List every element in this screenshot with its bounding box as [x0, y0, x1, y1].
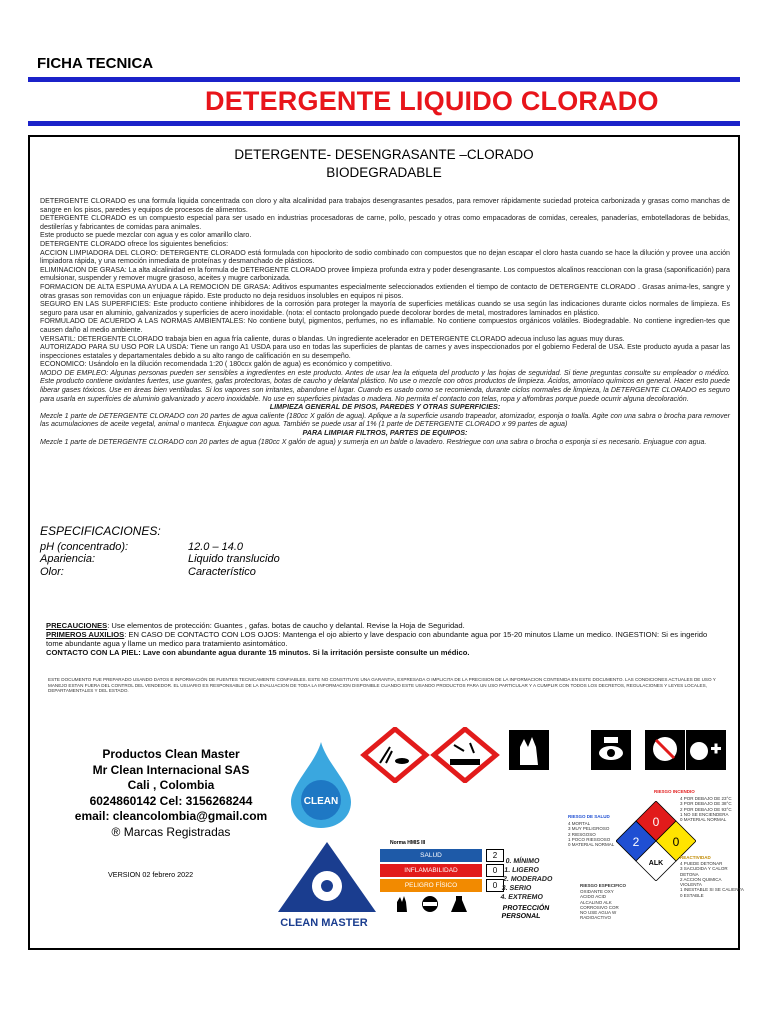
bottom-rule	[28, 121, 740, 126]
disclaimer: ESTE DOCUMENTO FUE PREPARADO USANDO DATOS E INFORMACIÓN DE FUENTES TECNICAMENTE CONFIABLES. ESTE NO CONSTITUYE UNA GARANTIA, EXPRESADA O IMPLICITA DE LA PRECISION DE LA INFORMACION CONTENIDA EN ESTE DOCUMENTO. LAS CONDICIONES ACTUALES DE USO Y MANEJO ESTAN FUERA DEL CONTROL DEL VENDEDOR. EL USUARIO ES RESPONSABLE DE LA EVALUACION DE TODA LA INFORMACION DISPONIBLE CUANDO ESTE USANDO PRODUCTOS PARA UN USO PARTICULAR Y A CUMPLIR CON TODOS LOS DECRETOS, REGULACIONES Y LEYES LOCALES, DEPARTAMENTALES Y DEL ESTADO.	[48, 677, 716, 694]
reactivity-title: REACTIVIDAD	[680, 855, 711, 860]
floors-section-title: LIMPIEZA GENERAL DE PISOS, PAREDES Y OTRAS SUPERFICIES:	[269, 402, 501, 412]
top-rule	[28, 77, 740, 82]
first-aid-line	[46, 630, 726, 648]
glove-icon	[508, 729, 550, 771]
ppe-icons	[380, 895, 506, 915]
gloves-ppe-icon	[394, 895, 410, 913]
hmis-legend-item: 4. EXTREMO	[499, 894, 544, 901]
corrosive-icon	[430, 727, 500, 783]
reactivity-item: 4 PUEDE DETONAR	[680, 861, 723, 866]
health-risk-item: 2 RIESGOSO	[568, 831, 596, 837]
version-label: VERSION 02 febrero 2022	[108, 870, 194, 879]
skin-contact-text: CONTACTO CON LA PIEL: Lave con abundante agua durante 15 minutos. Si la irritación persiste consulte un médico.	[46, 648, 470, 657]
spec-value: Liquido translucido	[188, 553, 280, 565]
company-email: email: cleancolombia@gmail.com	[74, 809, 268, 823]
paragraph: FORMACION DE ALTA ESPUMA AYUDA A LA REMOCION DE GRASA: Aditivos espumantes especialmente seleccionados extienden el tiempo de contacto de DETERGENTE CLORADO . Grasas anima-les, sangre y otras grasas son removidas con un enjuague rápido. Este producto no deja residuos insolubles en equipos ni pisos.	[40, 282, 730, 300]
first-aid-text: : EN CASO DE CONTACTO CON LOS OJOS: Mantenga el ojo abierto y lave despacio con abundante agua por 15-20 minutos Llame un medico. INGESTION: Si es ingerido tome abundante agua y llame un medico para tratamiento asintomático.	[46, 630, 708, 648]
clean-drop-logo	[285, 740, 357, 830]
hmis-legend-item: 1. LIGERO	[503, 867, 540, 874]
protection-word: PERSONAL	[501, 913, 541, 920]
health-risk-item: 1 POCO RIESGOSO	[568, 836, 611, 842]
paragraph: VERSATIL: DETERGENTE CLORADO trabaja bien en agua fría caliente, duras o blandas. Un ingrediente acelerador en DETERGENTE CLORADO adecua incluso las aguas muy duras.	[40, 334, 625, 343]
hmis-row-flammability	[380, 864, 506, 877]
hmis-flammability-value: 0	[486, 864, 504, 877]
hmis-title: Norma HMIS III	[390, 840, 426, 846]
health-risk-item: 3 MUY PELIGROSO	[568, 826, 610, 832]
ficha-label: FICHA TECNICA	[37, 55, 154, 72]
paragraph: DETERGENTE CLORADO es una formula liquida concentrada con cloro y alta alcalinidad para trabajos desengrasantes pesados, para remover rápidamente suciedad proteica carbonizada y grasas como manchas de sangre en los pisos, paredes y equipos de procesos de alimentos.	[40, 197, 730, 214]
health-risk-title: RIESGO DE SALUD	[568, 814, 610, 819]
specific-risk-item: OXIDANTE OXY	[580, 889, 614, 894]
nfpa-health-value: 2	[632, 835, 640, 849]
spec-key: Apariencia:	[40, 553, 96, 565]
spec-value: 12.0 – 14.0	[188, 540, 244, 553]
precautions-line	[46, 621, 726, 630]
page-title: DETERGENTE LIQUIDO CLORADO	[205, 86, 659, 116]
subtitle-line1: DETERGENTE- DESENGRASANTE –CLORADO	[234, 147, 534, 162]
filters-section-text: Mezcle 1 parte de DETERGENTE CLORADO con 20 partes de agua (180cc X galón de agua) y sumerja en un balde o lavadero. Restriegue con una sabra o brocha o esponja si es necesario. Enjuague con agua.	[40, 437, 707, 446]
protection-word: PROTECCIÓN	[502, 905, 550, 912]
fire-risk-item: 2 POR DEBAJO DE 93°C	[680, 806, 732, 812]
specific-risk-item: ALCALINO ALK	[580, 899, 612, 905]
fire-risk-item: 1 NO SE ENCIENDERA	[680, 811, 729, 817]
paragraph: DETERGENTE CLORADO ofrece los siguientes beneficios:	[40, 239, 229, 248]
paragraph: DETERGENTE CLORADO es un compuesto especial para ser usado en industrias procesadoras de carne, pollo, pescado y otras como empacadoras de comidas, cereales, panaderías, embotelladoras de bebidas, destilerías y fabricantes de comidas para animales.	[40, 214, 730, 231]
precautions-label: PRECAUCIONES	[46, 621, 108, 630]
paragraph: ELIMINACION DE GRASA: La alta alcalinidad en la formula de DETERGENTE CLORADO provee limpieza profunda extra y poder desengrasante. Los compuestos alcalinos reaccionan con la grasa (saponificación) para emulsionar, suspender y remover mugre grasoso, aceites y mugre carbonizada.	[40, 265, 731, 283]
first-aid-icon	[685, 729, 727, 771]
nfpa-reactivity-value: 0	[672, 835, 680, 849]
specs-title: ESPECIFICACIONES:	[40, 524, 161, 538]
fire-risk-item: 4 POR DEBAJO DE 23°C	[680, 796, 732, 801]
hmis-legend-item: 2. MODERADO	[502, 876, 553, 883]
paragraph: AUTORIZADO PARA SU USO POR LA USDA: Tiene un rango A1 USDA para uso en todas las superficies de plantas de carnes y aves inspeccionados por el gobierno Federal de USA. Este producto ayuda a pasar las inspecciones estatales y departamentales debido a su alto rango de calificación en su desempeño.	[40, 343, 730, 360]
company-city: Cali , Colombia	[127, 778, 215, 792]
company-legal: Mr Clean Internacional SAS	[92, 762, 250, 777]
company-phones: 6024860142 Cel: 3156268244	[89, 793, 253, 808]
precautions-text: : Use elementos de protección: Guantes , gafas. botas de caucho y delantal. Revise la Hoja de Seguridad.	[107, 621, 465, 630]
spec-row	[40, 541, 280, 554]
hmis-legend-item: 0. MÍNIMO	[505, 858, 540, 865]
hmis-legend-item: 3. SERIO	[501, 885, 532, 892]
nfpa-special-value: ALK	[648, 860, 664, 867]
ingestion-warning-icon	[644, 729, 686, 771]
product-description	[40, 197, 730, 446]
hmis-row-physical	[380, 879, 506, 892]
hmis-row-health	[380, 849, 506, 862]
precautions	[46, 621, 726, 657]
specific-risk-item: ACIDO ACID	[580, 894, 607, 900]
paragraph: FORMULADO DE ACUERDO A LAS NORMAS AMBIENTALES: No contiene butyl, pigmentos, perfumes, no es inflamable. No contiene compuestos orgánicos volátiles. Biodegradable. No contiene ingredien-tes que causen daño al medio ambiente.	[40, 317, 730, 334]
subtitle-line2: BIODEGRADABLE	[326, 165, 442, 180]
hmis-health-value: 2	[486, 849, 504, 862]
nfpa-fire-value: 0	[652, 815, 660, 829]
health-risk-item: 4 MORTAL	[568, 821, 591, 826]
specific-risk-item: RADIOACTIVO	[580, 915, 612, 921]
personal-protection-label	[501, 905, 550, 921]
hmis-physical-label: PELIGRO FÍSICO	[380, 879, 482, 892]
paragraph: ACCION LIMPIADORA DEL CLORO: DETERGENTE CLORADO está formulada con hipoclorito de sodio combinado con compuestos que no dejan escapar el cloro hasta cuando se hace la dilución y provee una acción limpiadora rápida, y una remoción inmediata de proteínas y desmanchado de plásticos.	[40, 248, 730, 266]
paragraph: SEGURO EN LAS SUPERFICIES: Este producto contiene inhibidores de la corrosión para proteger la mayoría de superficies metálicas cuando se usa según las indicaciones durante ciclos normales de limpieza. Es seguro para usar en aluminio, galvanizados y superficies de acero inoxidable. (nota: el contacto prolongado puede decolorar bordes de metal, mostradores laminados en plástico.	[40, 300, 730, 317]
spec-value: Característico	[188, 565, 256, 578]
company-info	[66, 747, 276, 840]
spec-key: pH (concentrado):	[40, 540, 129, 553]
goggles-ppe-icon	[418, 895, 442, 913]
health-risk-list	[568, 821, 618, 847]
spec-key: Olor:	[40, 565, 64, 578]
specific-risk-title: RIESGO ESPECIFICO	[580, 883, 627, 888]
fire-risk-item: 3 POR DEBAJO DE 38°C	[680, 801, 732, 807]
usage-mode: MODO DE EMPLEO: Algunas personas pueden ser sensibles a ingredientes en este producto. Antes de usar lea la etiqueta del producto y las hojas de seguridad. Si tiene preguntas consulte su empleador o médico. Este producto contiene oxidantes fuertes, use guantes, gafas protectoras, botas de caucho y delantal plástico. No use o mezcle con otros productos de limpieza. Ácidos, amoníaco químicos en general. Hacer esto puede liberar gases tóxicos. Use en áreas bien ventiladas. Si los vapores son irritantes, abandone el lugar. Cuando es usado como se recomienda, durante ciclos normales de limpieza, la DETERGENTE CLORADO es seguro para usarla en superficies de aluminio galvanizado y acero inoxidable. No use en superficies pintadas o madera. No permita el contacto con telas, ropa y alfombras porque puede ocurrir alguna decoloración.	[40, 368, 730, 403]
hmis-physical-value: 0	[486, 879, 504, 892]
clean-master-logo	[272, 840, 382, 930]
reactivity-list	[680, 861, 744, 898]
reactivity-item: 3 SACUDIDA Y CALOR DETONA	[680, 866, 728, 877]
reactivity-item: 2 ACCION QUIMICA VIOLENTA	[680, 876, 722, 888]
eye-wash-icon	[590, 729, 632, 771]
hmis-flammability-label: INFLAMABILIDAD	[380, 864, 482, 877]
specific-risk-item: CORROSIVO COR	[580, 904, 619, 910]
floors-section-text: Mezcle 1 parte de DETERGENTE CLORADO con 20 partes de agua caliente (180cc X galón de agua). Aplique a la superficie usando trapeador, atomizador, esponja o toalla. Agite con una sabra o brocha para remover las acumulaciones de aceite vegetal, animal o manteca. Enjuague con agua. También se puede usar al 1% (1 parte de DETERGENTE CLORADO x 99 partes de agua)	[40, 411, 730, 429]
specific-risk-list	[580, 889, 650, 921]
reactivity-item: 1 INESTABLE SI SE CALIENTA	[680, 887, 744, 893]
health-risk-item: 0 MATERIAL NORMAL	[568, 842, 615, 848]
company-name: Productos Clean Master	[102, 747, 240, 761]
nfpa-panel	[568, 789, 744, 937]
hmis-health-label: SALUD	[380, 849, 482, 862]
specific-risk-item: NO USE AGUA W	[580, 910, 617, 916]
reactivity-item: 0 ESTABLE	[680, 892, 704, 898]
apron-ppe-icon	[450, 895, 468, 913]
paragraph: ECONOMICO: Usándolo en la dilución recomendada 1:20 ( 180ccx galón de agua) es económico y competitivo.	[40, 360, 393, 369]
drop-logo-text: CLEAN	[303, 796, 339, 807]
filters-section-title: PARA LIMPIAR FILTROS, PARTES DE EQUIPOS:	[302, 428, 468, 438]
specifications	[40, 525, 280, 578]
spec-row	[40, 553, 280, 566]
fire-risk-item: 0 MATERIAL NORMAL	[680, 817, 727, 823]
hmis-legend	[500, 857, 556, 902]
clean-master-logo-text: CLEAN MASTER	[280, 917, 368, 929]
hmis-table	[380, 849, 506, 915]
registered-marks: ® Marcas Registradas	[111, 824, 231, 839]
environment-hazard-icon	[360, 727, 430, 783]
first-aid-label: PRIMEROS AUXILIOS	[46, 630, 125, 639]
content-frame	[28, 135, 744, 950]
spec-row	[40, 566, 280, 579]
paragraph: Este producto se puede mezclar con agua y es color amarillo claro.	[40, 231, 252, 240]
fire-risk-title: RIESGO INCENDIO	[654, 789, 695, 794]
